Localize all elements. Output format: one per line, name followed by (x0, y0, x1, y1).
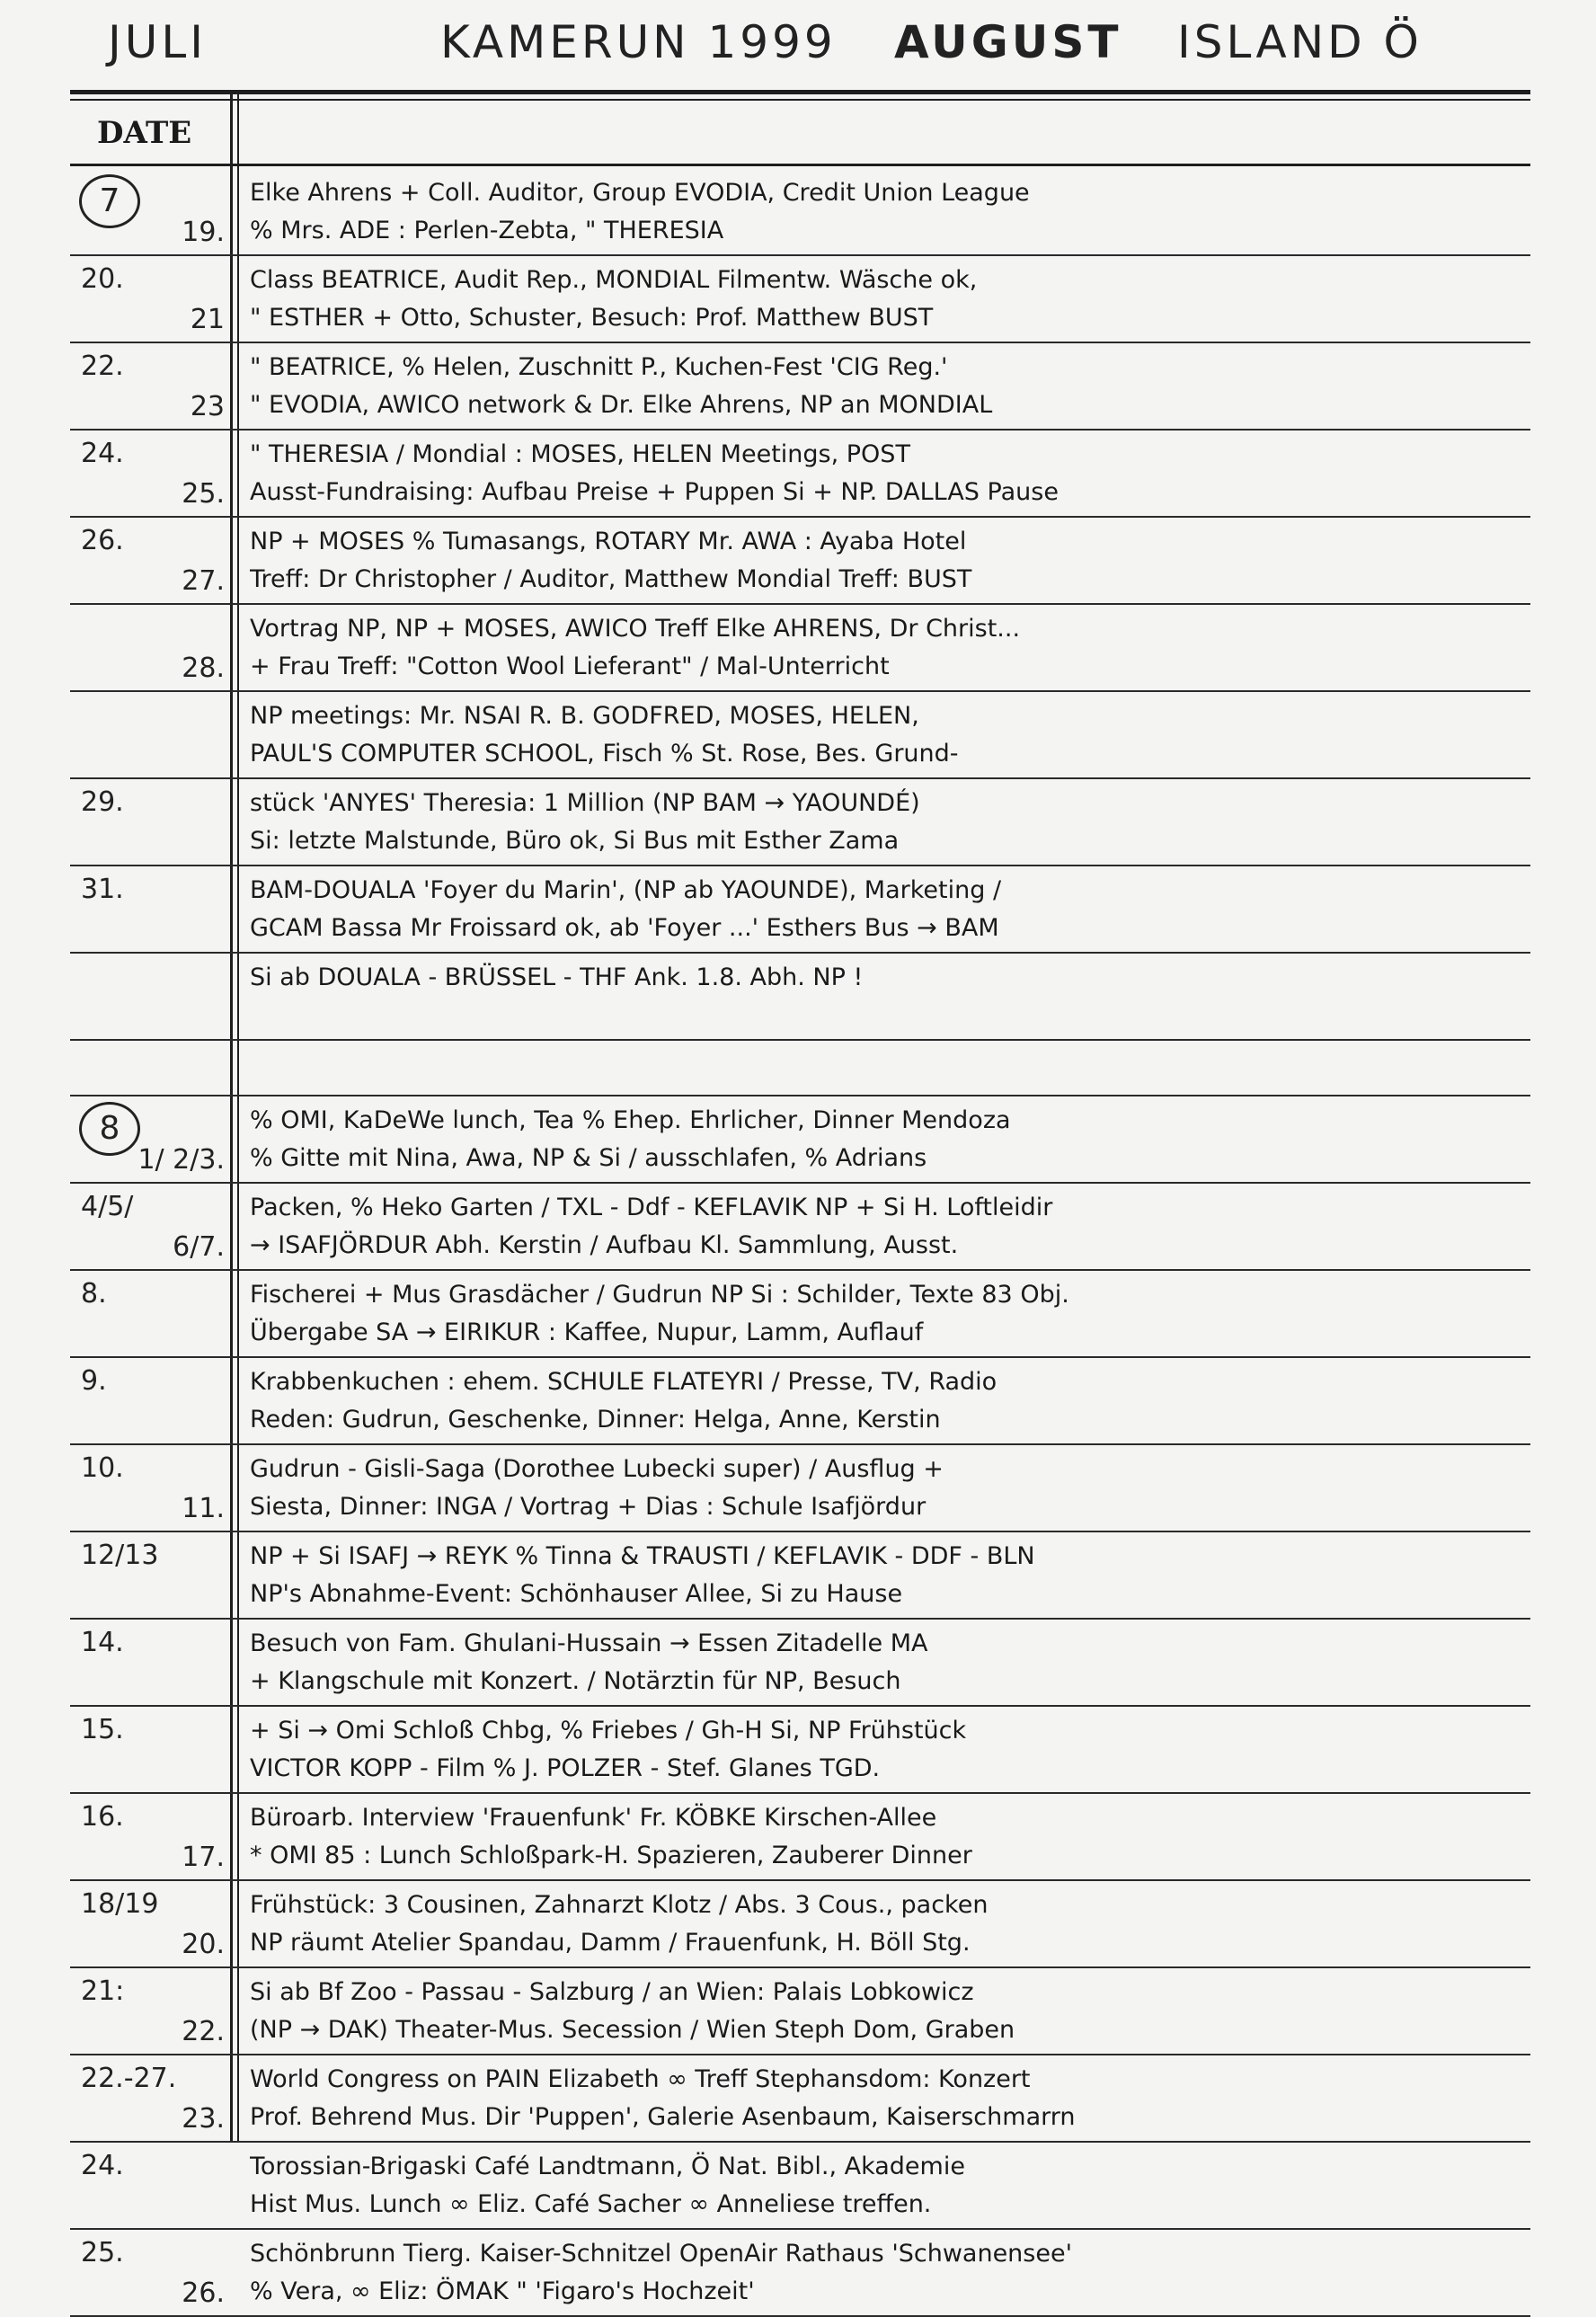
date-cell (75, 525, 230, 597)
date-cell (75, 1191, 230, 1263)
entry-line-2: Reden: Gudrun, Geschenke, Dinner: Helga, Anne, Kerstin (250, 1406, 941, 1434)
entry-cell (250, 1102, 1523, 1177)
diary-row (70, 1358, 1530, 1445)
circled-month-number: 8 (79, 1102, 140, 1156)
diary-row (70, 518, 1530, 605)
date-secondary: 1/ 2/3. (137, 1144, 225, 1176)
entry-cell (250, 2235, 1523, 2311)
date-cell (75, 699, 230, 771)
date-cell (75, 961, 230, 1033)
date-primary: 8. (81, 1278, 107, 1309)
date-primary: 22.-27. (81, 2063, 177, 2094)
entry-line-2: " EVODIA, AWICO network & Dr. Elke Ahrens, NP an MONDIAL (250, 391, 993, 419)
entry-cell (250, 785, 1523, 860)
date-cell (75, 176, 230, 248)
entry-cell (250, 610, 1523, 686)
heading-rule (70, 164, 1530, 166)
date-primary: 16. (81, 1801, 124, 1833)
entry-cell (250, 436, 1523, 511)
entry-line-1: Krabbenkuchen : ehem. SCHULE FLATEYRI / Presse, TV, Radio (250, 1368, 998, 1396)
date-cell (75, 2237, 230, 2309)
date-secondary: 11. (182, 1493, 225, 1524)
diary-row (70, 1184, 1530, 1271)
diary-row (70, 1271, 1530, 1358)
entry-cell (250, 872, 1523, 947)
entry-cell (250, 2061, 1523, 2136)
entry-line-1: Frühstück: 3 Cousinen, Zahnarzt Klotz / Abs. 3 Cous., packen (250, 1891, 989, 1919)
diary-row (70, 954, 1530, 1041)
entry-line-1: " BEATRICE, % Helen, Zuschnitt P., Kuchen-Fest 'CIG Reg.' (250, 353, 948, 381)
entry-cell (250, 2148, 1523, 2224)
entry-cell (250, 1799, 1523, 1875)
diary-row (70, 1881, 1530, 1968)
entry-line-2: Ausst-Fundraising: Aufbau Preise + Puppen Si + NP. DALLAS Pause (250, 478, 1059, 506)
entry-line-1: Torossian-Brigaski Café Landtmann, Ö Nat. Bibl., Akademie (250, 2153, 965, 2180)
entry-line-2: NP räumt Atelier Spandau, Damm / Frauenfunk, H. Böll Stg. (250, 1929, 971, 1957)
entry-line-1: Si ab DOUALA - BRÜSSEL - THF Ank. 1.8. Abh. NP ! (250, 963, 864, 991)
diary-row (70, 431, 1530, 518)
diary-row (70, 169, 1530, 256)
entry-cell (250, 262, 1523, 337)
entry-line-1: Packen, % Heko Garten / TXL - Ddf - KEFLAVIK NP + Si H. Loftleidir (250, 1194, 1053, 1221)
entry-cell (250, 1712, 1523, 1788)
entry-line-1: NP + MOSES % Tumasangs, ROTARY Mr. AWA : Ayaba Hotel (250, 528, 967, 555)
date-cell (75, 786, 230, 858)
date-primary: 21: (81, 1975, 125, 2007)
entry-line-1: % OMI, KaDeWe lunch, Tea % Ehep. Ehrlicher, Dinner Mendoza (250, 1106, 1011, 1134)
date-secondary: 25. (182, 478, 225, 510)
date-primary: 31. (81, 874, 124, 905)
date-primary: 24. (81, 2150, 124, 2181)
month-juli: JULI (108, 16, 207, 68)
date-cell (75, 1278, 230, 1350)
date-secondary: 6/7. (173, 1231, 225, 1263)
entry-line-2: * OMI 85 : Lunch Schloßpark-H. Spazieren, Zauberer Dinner (250, 1842, 972, 1869)
date-cell (75, 351, 230, 422)
date-cell (75, 1452, 230, 1524)
diary-row (70, 2143, 1530, 2230)
entry-line-1: World Congress on PAIN Elizabeth ∞ Treff Stephansdom: Konzert (250, 2065, 1031, 2093)
date-primary: 24. (81, 438, 124, 469)
entry-line-2: Si: letzte Malstunde, Büro ok, Si Bus mit Esther Zama (250, 827, 900, 855)
entry-line-2: VICTOR KOPP - Film % J. POLZER - Stef. Glanes TGD. (250, 1754, 881, 1782)
entry-line-1: NP + Si ISAFJ → REYK % Tinna & TRAUSTI / KEFLAVIK - DDF - BLN (250, 1542, 1035, 1570)
diary-row (70, 779, 1530, 866)
diary-row (70, 256, 1530, 343)
entry-cell (250, 1363, 1523, 1439)
date-cell (75, 1627, 230, 1699)
entry-cell (250, 1451, 1523, 1526)
circled-month-number: 7 (79, 174, 140, 228)
date-secondary: 22. (182, 2016, 225, 2047)
date-primary: 9. (81, 1365, 107, 1397)
entry-cell (250, 174, 1523, 250)
entry-line-1: Elke Ahrens + Coll. Auditor, Group EVODIA, Credit Union League (250, 179, 1030, 207)
date-primary: 4/5/ (81, 1191, 134, 1222)
date-secondary: 23. (182, 2103, 225, 2135)
date-secondary: 26. (182, 2277, 225, 2309)
entry-cell (250, 959, 1523, 997)
location-kamerun: KAMERUN 1999 (440, 16, 837, 68)
entry-cell (250, 1189, 1523, 1265)
date-primary: 22. (81, 351, 124, 382)
date-primary: 18/19 (81, 1888, 159, 1920)
diary-rows (70, 169, 1530, 2317)
diary-row (70, 1096, 1530, 1184)
date-primary: 10. (81, 1452, 124, 1484)
diary-row (70, 1532, 1530, 1620)
entry-line-2: " ESTHER + Otto, Schuster, Besuch: Prof. Matthew BUST (250, 304, 934, 332)
entry-line-2: Treff: Dr Christopher / Auditor, Matthew Mondial Treff: BUST (250, 565, 972, 593)
date-secondary: 28. (182, 652, 225, 684)
diary-row (70, 1445, 1530, 1532)
diary-row (70, 1794, 1530, 1881)
month-august: AUGUST (894, 16, 1122, 68)
date-cell (75, 438, 230, 510)
entry-cell (250, 1625, 1523, 1700)
date-secondary: 20. (182, 1929, 225, 1960)
date-cell (75, 1540, 230, 1611)
entry-line-1: Besuch von Fam. Ghulani-Hussain → Essen Zitadelle MA (250, 1629, 928, 1657)
diary-row (70, 866, 1530, 954)
date-cell (75, 1365, 230, 1437)
entry-cell (250, 1538, 1523, 1613)
date-cell (75, 612, 230, 684)
entry-line-1: stück 'ANYES' Theresia: 1 Million (NP BAM → YAOUNDÉ) (250, 789, 920, 817)
entry-cell (250, 1886, 1523, 1962)
entry-cell (250, 1974, 1523, 2049)
entry-line-2: Hist Mus. Lunch ∞ Eliz. Café Sacher ∞ Anneliese treffen. (250, 2190, 932, 2218)
date-secondary: 27. (182, 565, 225, 597)
entry-line-1: Fischerei + Mus Grasdächer / Gudrun NP Si : Schilder, Texte 83 Obj. (250, 1281, 1069, 1309)
entry-line-2: Siesta, Dinner: INGA / Vortrag + Dias : Schule Isafjördur (250, 1493, 927, 1521)
date-primary: 26. (81, 525, 124, 556)
entry-line-2: (NP → DAK) Theater-Mus. Secession / Wien Steph Dom, Graben (250, 2016, 1015, 2044)
date-cell (75, 874, 230, 945)
entry-cell (250, 349, 1523, 424)
entry-line-2: % Vera, ∞ Eliz: ÖMAK " 'Figaro's Hochzeit' (250, 2277, 755, 2305)
entry-line-1: Schönbrunn Tierg. Kaiser-Schnitzel OpenAir Rathaus 'Schwanensee' (250, 2240, 1073, 2268)
entry-line-1: Vortrag NP, NP + MOSES, AWICO Treff Elke AHRENS, Dr Christ... (250, 615, 1021, 643)
diary-row (70, 1620, 1530, 1707)
date-primary: 15. (81, 1714, 124, 1745)
diary-row (70, 1968, 1530, 2055)
entry-line-1: NP meetings: Mr. NSAI R. B. GODFRED, MOSES, HELEN, (250, 702, 919, 730)
entry-line-2: + Frau Treff: "Cotton Wool Lieferant" / Mal-Unterricht (250, 652, 890, 680)
date-cell (75, 1801, 230, 1873)
entry-line-2: NP's Abnahme-Event: Schönhauser Allee, Si zu Hause (250, 1580, 903, 1608)
location-island: ISLAND Ö (1177, 16, 1423, 68)
diary-row (70, 343, 1530, 431)
page-header (0, 16, 1596, 88)
entry-line-1: Class BEATRICE, Audit Rep., MONDIAL Filmentw. Wäsche ok, (250, 266, 978, 294)
date-cell (75, 1104, 230, 1176)
entry-line-1: Büroarb. Interview 'Frauenfunk' Fr. KÖBKE Kirschen-Allee (250, 1804, 937, 1832)
entry-line-2: GCAM Bassa Mr Froissard ok, ab 'Foyer ...' Esthers Bus → BAM (250, 914, 999, 942)
entry-line-2: → ISAFJÖRDUR Abh. Kerstin / Aufbau Kl. Sammlung, Ausst. (250, 1231, 959, 1259)
diary-row (70, 692, 1530, 779)
entry-cell (250, 697, 1523, 773)
date-secondary: 19. (182, 217, 225, 248)
diary-row (70, 605, 1530, 692)
entry-line-1: Gudrun - Gisli-Saga (Dorothee Lubecki super) / Ausflug + (250, 1455, 944, 1483)
diary-row (70, 2055, 1530, 2143)
entry-cell (250, 1276, 1523, 1352)
date-cell (75, 1888, 230, 1960)
entry-line-2: % Mrs. ADE : Perlen-Zebta, " THERESIA (250, 217, 724, 244)
diary-row (70, 2230, 1530, 2317)
date-primary: 20. (81, 263, 124, 295)
date-column-heading: DATE (97, 115, 192, 151)
entry-line-2: PAUL'S COMPUTER SCHOOL, Fisch % St. Rose, Bes. Grund- (250, 740, 959, 768)
entry-line-2: Übergabe SA → EIRIKUR : Kaffee, Nupur, Lamm, Auflauf (250, 1318, 924, 1346)
entry-line-1: + Si → Omi Schloß Chbg, % Friebes / Gh-H Si, NP Frühstück (250, 1717, 967, 1744)
entry-cell (250, 523, 1523, 599)
entry-line-2: Prof. Behrend Mus. Dir 'Puppen', Galerie Asenbaum, Kaiserschmarrn (250, 2103, 1076, 2131)
top-rule (70, 90, 1530, 94)
date-secondary: 21 (190, 304, 225, 335)
date-cell (75, 1975, 230, 2047)
date-secondary: 23 (190, 391, 225, 422)
date-secondary: 17. (182, 1842, 225, 1873)
entry-line-2: % Gitte mit Nina, Awa, NP & Si / ausschlafen, % Adrians (250, 1144, 927, 1172)
date-cell (75, 2063, 230, 2135)
entry-line-2: + Klangschule mit Konzert. / Notärztin für NP, Besuch (250, 1667, 901, 1695)
date-primary: 14. (81, 1627, 124, 1658)
entry-line-1: " THERESIA / Mondial : MOSES, HELEN Meetings, POST (250, 440, 910, 468)
date-primary: 12/13 (81, 1540, 159, 1571)
date-cell (75, 1714, 230, 1786)
date-cell (75, 263, 230, 335)
entry-line-1: BAM-DOUALA 'Foyer du Marin', (NP ab YAOUNDE), Marketing / (250, 876, 1002, 904)
diary-row (70, 1707, 1530, 1794)
entry-line-1: Si ab Bf Zoo - Passau - Salzburg / an Wien: Palais Lobkowicz (250, 1978, 974, 2006)
date-cell (75, 2150, 230, 2222)
diary-row (70, 1041, 1530, 1096)
top-rule-thin (70, 99, 1530, 101)
date-primary: 25. (81, 2237, 124, 2268)
date-primary: 29. (81, 786, 124, 818)
